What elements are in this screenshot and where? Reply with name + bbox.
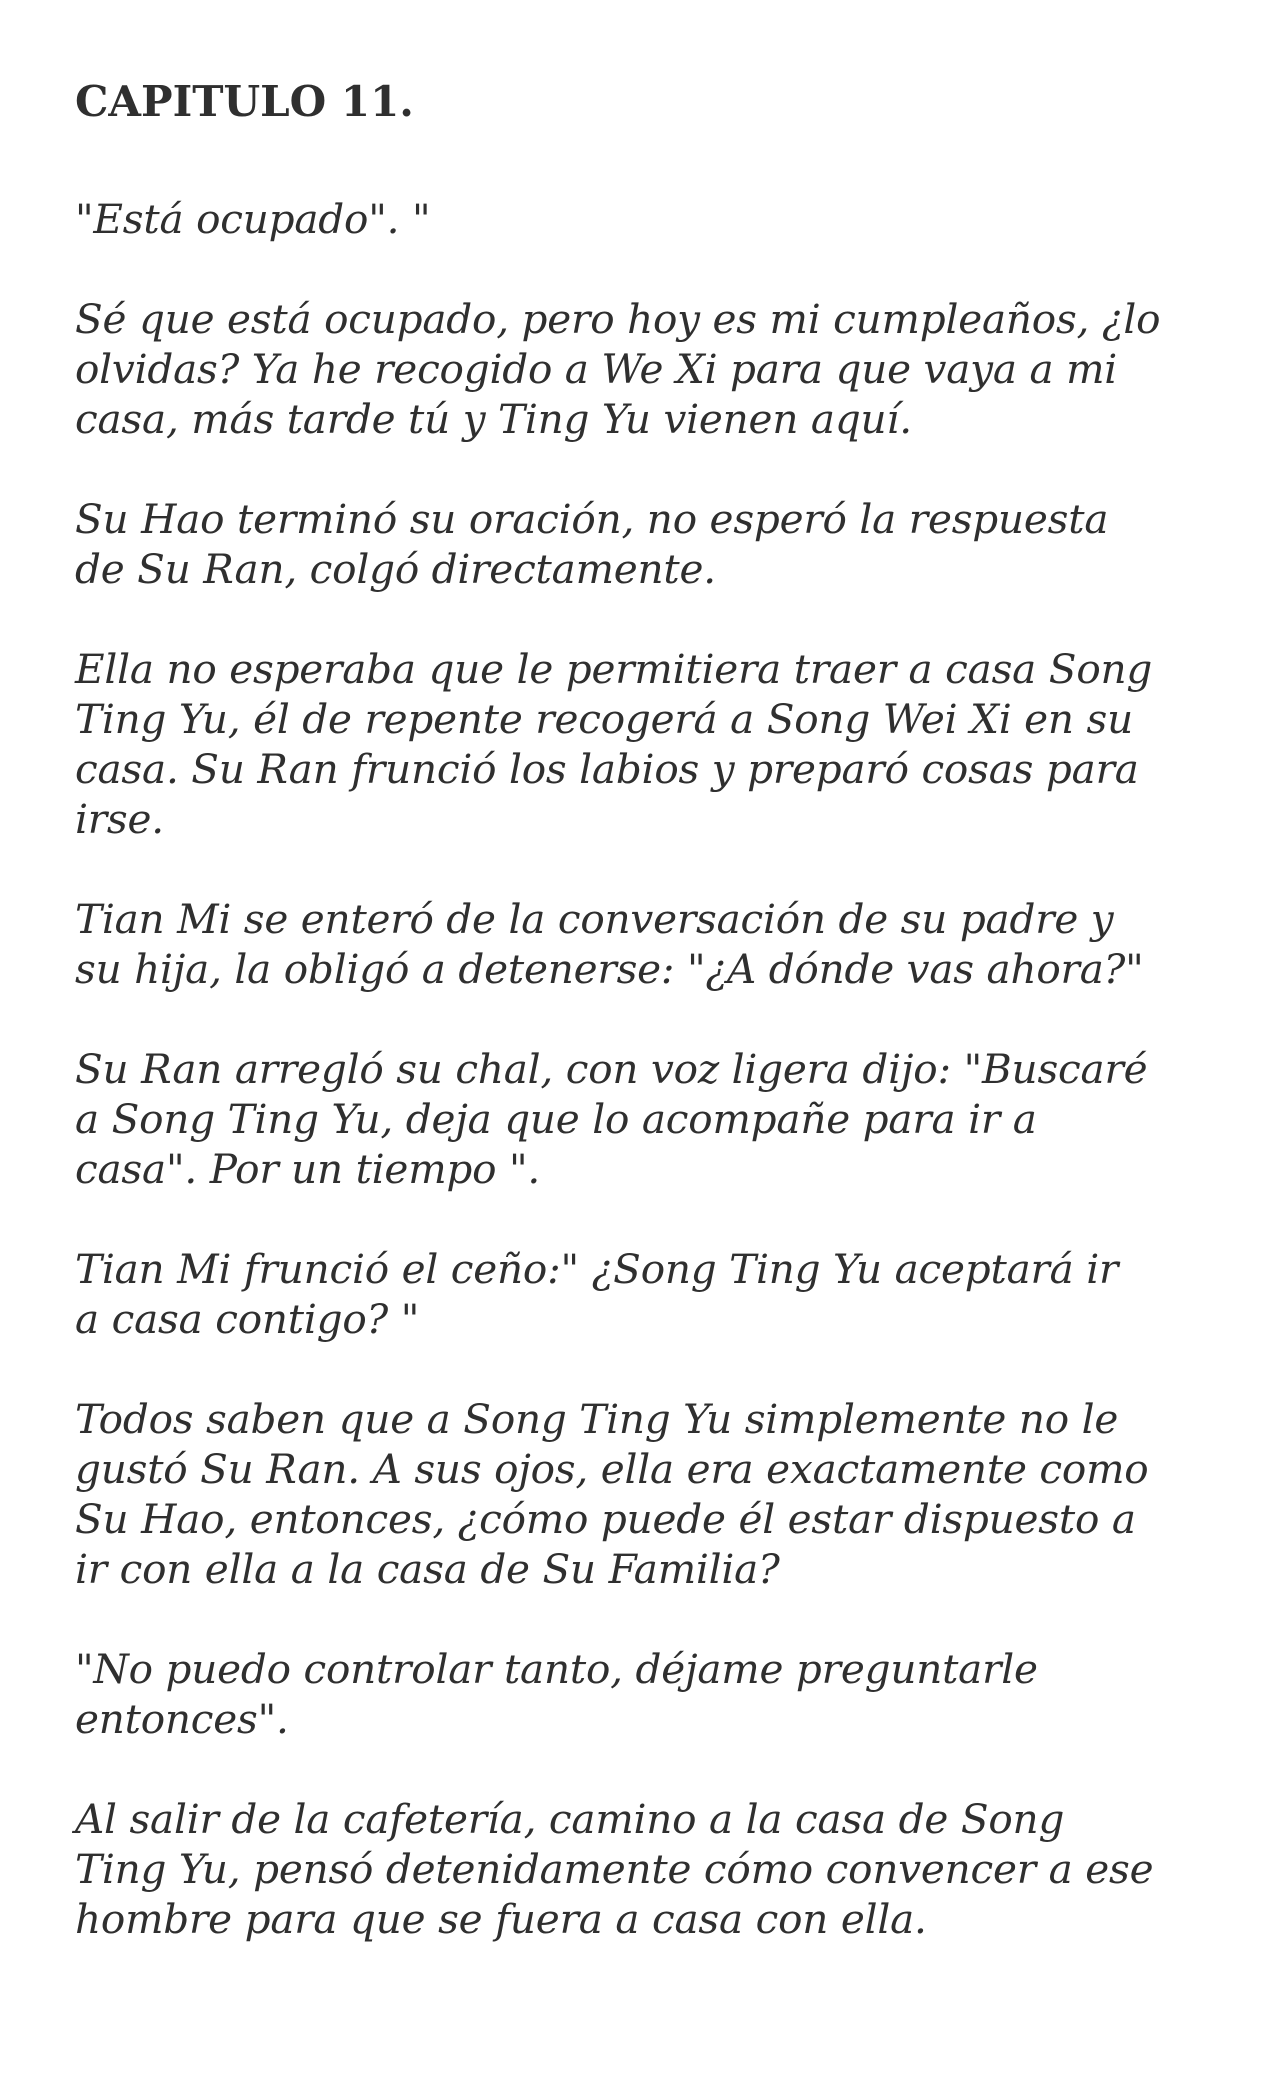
text-line: casa, más tarde tú y Ting Yu vienen aquí.: [75, 395, 912, 443]
paragraph-1: [75, 194, 1215, 244]
chapter-title: CAPITULO 11.: [75, 77, 414, 126]
text-line: Todos saben que a Song Ting Yu simplemente no le: [75, 1395, 1119, 1443]
paragraph-10: [75, 1794, 1215, 1944]
text-line: hombre para que se fuera a casa con ella.: [75, 1895, 927, 1943]
text-line: Tian Mi frunció el ceño:" ¿Song Ting Yu aceptará ir: [75, 1245, 1119, 1293]
text-line: casa". Por un tiempo ".: [75, 1145, 541, 1193]
text-line: Su Hao terminó su oración, no esperó la respuesta: [75, 495, 1109, 543]
text-line: Ella no esperaba que le permitiera traer a casa Song: [75, 645, 1153, 693]
text-line: gustó Su Ran. A sus ojos, ella era exactamente como: [75, 1445, 1149, 1493]
paragraph-7: [75, 1244, 1215, 1344]
text-line: olvidas? Ya he recogido a We Xi para que vaya a mi: [75, 345, 1118, 393]
paragraph-3: [75, 494, 1215, 594]
text-line: Ting Yu, pensó detenidamente cómo convencer a ese: [75, 1845, 1154, 1893]
text-line: irse.: [75, 795, 164, 843]
text-line: de Su Ran, colgó directamente.: [75, 545, 716, 593]
paragraph-5: [75, 894, 1215, 994]
text-line: Sé que está ocupado, pero hoy es mi cumpleaños, ¿lo: [75, 295, 1161, 343]
text-line: entonces".: [75, 1695, 289, 1743]
text-line: casa. Su Ran frunció los labios y preparó cosas para: [75, 745, 1139, 793]
paragraph-2: [75, 294, 1215, 444]
text-line: Tian Mi se enteró de la conversación de su padre y: [75, 895, 1114, 943]
paragraph-9: [75, 1644, 1215, 1744]
text-line: ir con ella a la casa de Su Familia?: [75, 1545, 780, 1593]
text-line: Ting Yu, él de repente recogerá a Song Wei Xi en su: [75, 695, 1133, 743]
text-line: Su Ran arregló su chal, con voz ligera dijo: "Buscaré: [75, 1045, 1148, 1093]
paragraph-6: [75, 1044, 1215, 1194]
text-line: "Está ocupado". ": [75, 195, 431, 243]
paragraph-4: [75, 644, 1215, 844]
text-line: "No puedo controlar tanto, déjame preguntarle: [75, 1645, 1038, 1693]
text-line: a Song Ting Yu, deja que lo acompañe para ir a: [75, 1095, 1037, 1143]
text-line: Su Hao, entonces, ¿cómo puede él estar dispuesto a: [75, 1495, 1136, 1543]
paragraph-8: [75, 1394, 1215, 1594]
text-line: su hija, la obligó a detenerse: "¿A dónde vas ahora?": [75, 945, 1144, 993]
text-line: a casa contigo? ": [75, 1295, 420, 1343]
text-line: Al salir de la cafetería, camino a la casa de Song: [75, 1795, 1065, 1843]
